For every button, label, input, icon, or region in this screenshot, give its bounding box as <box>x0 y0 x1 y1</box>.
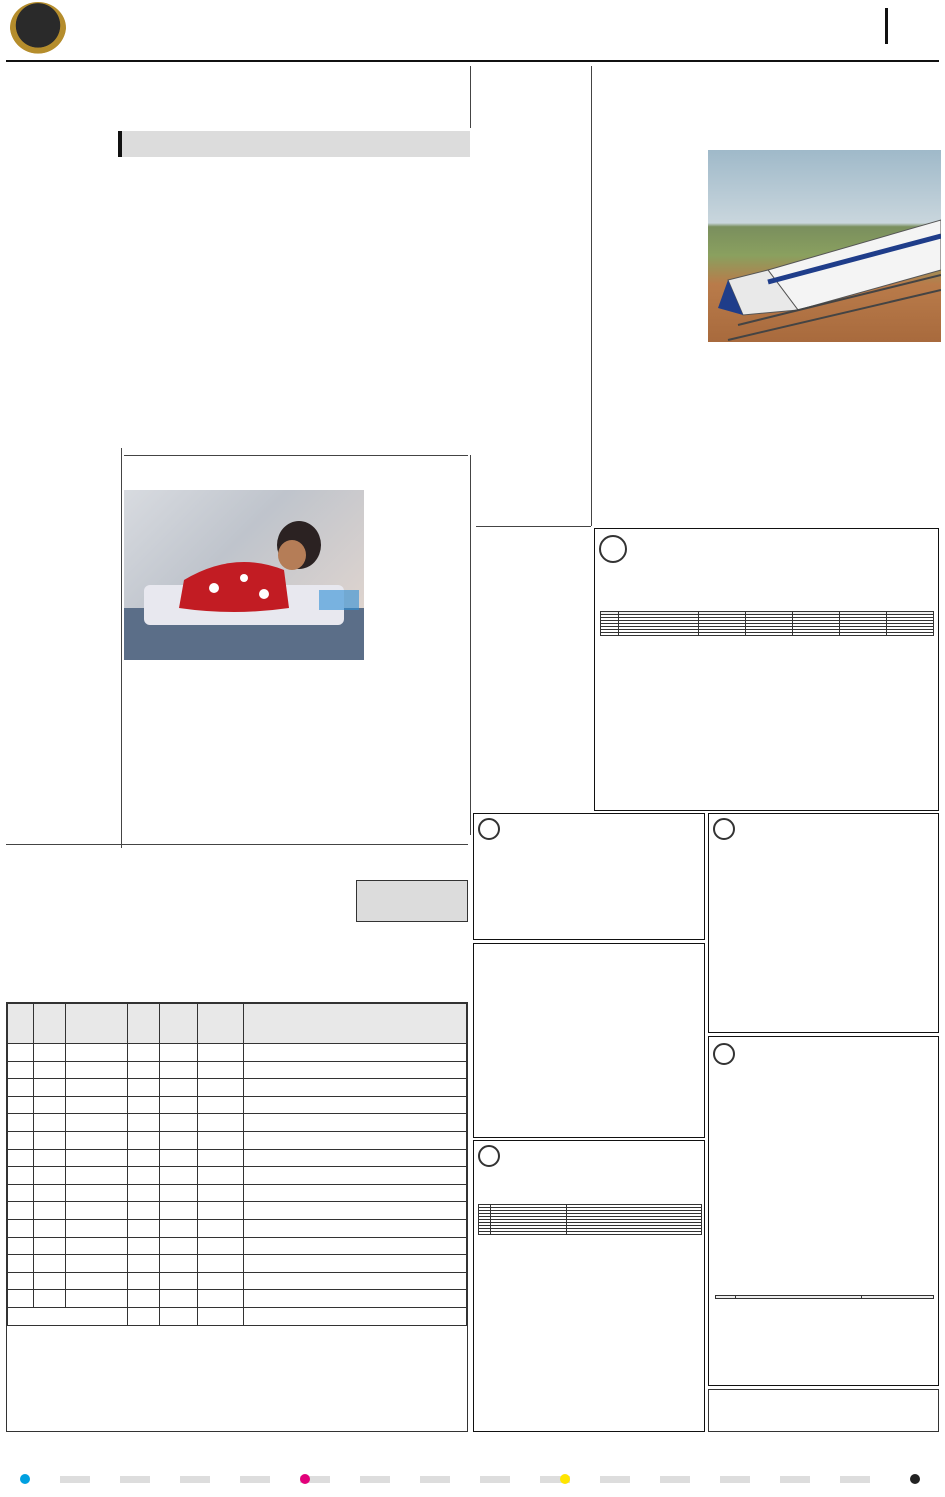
table-cell <box>244 1149 467 1167</box>
table-cell <box>66 1096 128 1114</box>
table-cell <box>8 1272 34 1290</box>
land-total-label <box>8 1307 128 1325</box>
table-cell <box>34 1096 66 1114</box>
lead-headline <box>6 66 466 120</box>
table-cell <box>160 1149 198 1167</box>
table-cell <box>66 1290 128 1308</box>
table-cell <box>34 1290 66 1308</box>
table-cell <box>244 1061 467 1079</box>
table-cell <box>34 1061 66 1079</box>
table-cell <box>8 1096 34 1114</box>
video-photo <box>124 490 364 660</box>
table-cell <box>160 1167 198 1185</box>
table-cell <box>128 1219 160 1237</box>
table-cell <box>128 1079 160 1097</box>
table-row <box>8 1255 467 1273</box>
table-cell <box>34 1202 66 1220</box>
table-cell <box>128 1255 160 1273</box>
table-cell <box>244 1202 467 1220</box>
train-photo <box>708 150 941 342</box>
table-cell <box>128 1131 160 1149</box>
land-table-header <box>8 1004 467 1044</box>
table-cell <box>198 1079 244 1097</box>
land-table-body <box>8 1044 467 1308</box>
col-slno <box>8 1004 34 1044</box>
table-cell <box>491 1232 567 1235</box>
table-cell <box>8 1061 34 1079</box>
gudvella-table-body <box>601 618 934 636</box>
land-total-acquired <box>160 1307 198 1325</box>
ad-kendrapara <box>708 813 939 1033</box>
ad-gudvella <box>594 528 939 811</box>
cmyk-magenta-mark <box>300 1474 310 1484</box>
table-cell <box>34 1255 66 1273</box>
table-cell <box>840 633 887 636</box>
section-rule <box>124 455 468 456</box>
table-cell <box>128 1167 160 1185</box>
lead-body <box>6 160 470 440</box>
bhadrak-logo <box>478 818 500 840</box>
table-cell <box>66 1079 128 1097</box>
table-cell <box>619 633 699 636</box>
gudvella-table <box>600 611 934 636</box>
table-cell <box>66 1219 128 1237</box>
table-cell <box>198 1255 244 1273</box>
table-cell <box>66 1114 128 1132</box>
table-cell <box>66 1044 128 1062</box>
table-cell <box>244 1044 467 1062</box>
elephant-body-wide <box>124 926 468 990</box>
table-cell <box>8 1290 34 1308</box>
hospital-patient-illustration <box>124 490 364 660</box>
gudvella-logo <box>599 535 627 563</box>
table-cell <box>887 633 934 636</box>
kendrapara-logo <box>713 818 735 840</box>
column-rule <box>591 66 592 526</box>
table-cell <box>160 1184 198 1202</box>
table-cell <box>128 1272 160 1290</box>
table-cell <box>244 1219 467 1237</box>
ssepd-calendar <box>715 1295 934 1299</box>
table-row <box>8 1290 467 1308</box>
train-body-left <box>595 174 703 526</box>
table-cell <box>601 633 619 636</box>
table-cell <box>198 1061 244 1079</box>
ad-burla <box>473 1140 705 1432</box>
table-cell <box>244 1096 467 1114</box>
table-cell <box>66 1061 128 1079</box>
table-cell <box>8 1044 34 1062</box>
table-cell <box>66 1237 128 1255</box>
table-cell <box>244 1184 467 1202</box>
table-row <box>8 1061 467 1079</box>
table-row <box>8 1149 467 1167</box>
masthead <box>0 0 945 60</box>
table-cell <box>66 1202 128 1220</box>
table-row <box>8 1131 467 1149</box>
cmyk-yellow-mark <box>560 1474 570 1484</box>
table-cell <box>198 1237 244 1255</box>
table-cell <box>160 1255 198 1273</box>
table-cell <box>34 1149 66 1167</box>
snake-body <box>476 598 590 812</box>
table-cell <box>793 633 840 636</box>
table-row <box>8 1114 467 1132</box>
table-cell <box>567 1232 702 1235</box>
table-cell <box>34 1272 66 1290</box>
table-cell <box>479 1232 491 1235</box>
table-row <box>8 1044 467 1062</box>
table-cell <box>128 1237 160 1255</box>
table-cell <box>198 1167 244 1185</box>
table-cell <box>244 1114 467 1132</box>
gas-body <box>6 540 118 848</box>
col-total-area <box>128 1004 160 1044</box>
table-cell <box>160 1290 198 1308</box>
ad-ssepd <box>708 1036 939 1386</box>
section-rule <box>6 844 468 845</box>
minor-body <box>476 130 588 452</box>
lead-subhead-band <box>118 131 470 157</box>
elephant-inset-box <box>356 880 468 922</box>
land-notice-box <box>6 1002 468 1432</box>
table-row <box>479 1232 702 1235</box>
land-table <box>7 1003 467 1326</box>
table-cell <box>8 1079 34 1097</box>
table-cell <box>160 1079 198 1097</box>
elephant-body <box>6 848 120 986</box>
column-rule <box>470 455 471 835</box>
table-cell <box>198 1096 244 1114</box>
col-proposed-area <box>160 1004 198 1044</box>
table-cell <box>244 1290 467 1308</box>
table-row <box>8 1272 467 1290</box>
table-cell <box>699 633 746 636</box>
career-box <box>708 1389 939 1432</box>
table-cell <box>160 1044 198 1062</box>
table-cell <box>198 1131 244 1149</box>
burla-table <box>478 1204 702 1235</box>
table-cell <box>8 1114 34 1132</box>
burla-logo <box>478 1145 500 1167</box>
table-cell <box>8 1237 34 1255</box>
table-cell <box>128 1044 160 1062</box>
anniversary-badge <box>10 2 66 54</box>
ssepd-calendar-header <box>716 1296 934 1299</box>
table-cell <box>244 1255 467 1273</box>
table-cell <box>8 1202 34 1220</box>
table-cell <box>8 1131 34 1149</box>
column-rule <box>470 66 471 128</box>
ssepd-logo <box>713 1043 735 1065</box>
table-cell <box>66 1255 128 1273</box>
table-row <box>8 1079 467 1097</box>
table-row <box>8 1219 467 1237</box>
registration-marks <box>0 1462 945 1497</box>
land-total-empty <box>198 1307 244 1325</box>
table-cell <box>198 1290 244 1308</box>
table-cell <box>128 1114 160 1132</box>
table-cell <box>8 1149 34 1167</box>
table-cell <box>8 1219 34 1237</box>
table-cell <box>198 1114 244 1132</box>
table-cell <box>8 1184 34 1202</box>
table-cell <box>34 1079 66 1097</box>
table-cell <box>34 1114 66 1132</box>
table-cell <box>198 1202 244 1220</box>
video-body-right <box>368 492 468 660</box>
train-body-right <box>708 346 939 526</box>
table-row <box>601 633 934 636</box>
table-cell <box>198 1219 244 1237</box>
table-cell <box>198 1184 244 1202</box>
col-tenant <box>244 1004 467 1044</box>
elephant-inset-text <box>357 881 467 884</box>
color-bar <box>60 1476 885 1483</box>
table-cell <box>160 1061 198 1079</box>
table-cell <box>244 1079 467 1097</box>
ssepd-cal-col <box>736 1296 862 1299</box>
table-cell <box>34 1219 66 1237</box>
table-cell <box>128 1184 160 1202</box>
table-cell <box>160 1237 198 1255</box>
ad-dhenkanal <box>473 943 705 1138</box>
ssepd-cal-col <box>716 1296 736 1299</box>
table-cell <box>128 1290 160 1308</box>
table-cell <box>34 1167 66 1185</box>
ad-bhadrak <box>473 813 705 940</box>
table-row <box>8 1202 467 1220</box>
table-cell <box>66 1272 128 1290</box>
table-cell <box>66 1131 128 1149</box>
table-cell <box>66 1167 128 1185</box>
table-cell <box>160 1096 198 1114</box>
cmyk-black-mark <box>910 1474 920 1484</box>
table-cell <box>66 1184 128 1202</box>
table-cell <box>160 1219 198 1237</box>
table-cell <box>34 1237 66 1255</box>
video-body <box>124 702 468 820</box>
table-cell <box>128 1096 160 1114</box>
land-total-area <box>128 1307 160 1325</box>
cmyk-cyan-mark <box>20 1474 30 1484</box>
col-khata <box>34 1004 66 1044</box>
table-cell <box>160 1131 198 1149</box>
table-cell <box>160 1272 198 1290</box>
table-cell <box>66 1149 128 1167</box>
table-row <box>8 1167 467 1185</box>
table-cell <box>244 1237 467 1255</box>
col-kissam <box>198 1004 244 1044</box>
table-cell <box>160 1202 198 1220</box>
table-cell <box>128 1149 160 1167</box>
col-plot <box>66 1004 128 1044</box>
table-cell <box>198 1272 244 1290</box>
table-cell <box>34 1184 66 1202</box>
table-cell <box>746 633 793 636</box>
table-cell <box>8 1255 34 1273</box>
table-cell <box>160 1114 198 1132</box>
section-rule <box>476 526 591 527</box>
table-row <box>8 1237 467 1255</box>
table-cell <box>128 1202 160 1220</box>
train-illustration <box>708 150 941 342</box>
ssepd-cal-col <box>862 1296 934 1299</box>
table-cell <box>198 1044 244 1062</box>
table-cell <box>8 1167 34 1185</box>
masthead-rule <box>6 60 939 62</box>
table-cell <box>128 1061 160 1079</box>
table-cell <box>34 1044 66 1062</box>
land-total-empty <box>244 1307 467 1325</box>
table-cell <box>244 1131 467 1149</box>
table-cell <box>198 1149 244 1167</box>
table-cell <box>244 1167 467 1185</box>
land-total-row <box>8 1307 467 1325</box>
table-row <box>8 1184 467 1202</box>
section-divider <box>885 8 888 44</box>
table-cell <box>244 1272 467 1290</box>
column-rule <box>121 448 122 848</box>
table-row <box>8 1096 467 1114</box>
table-cell <box>34 1131 66 1149</box>
